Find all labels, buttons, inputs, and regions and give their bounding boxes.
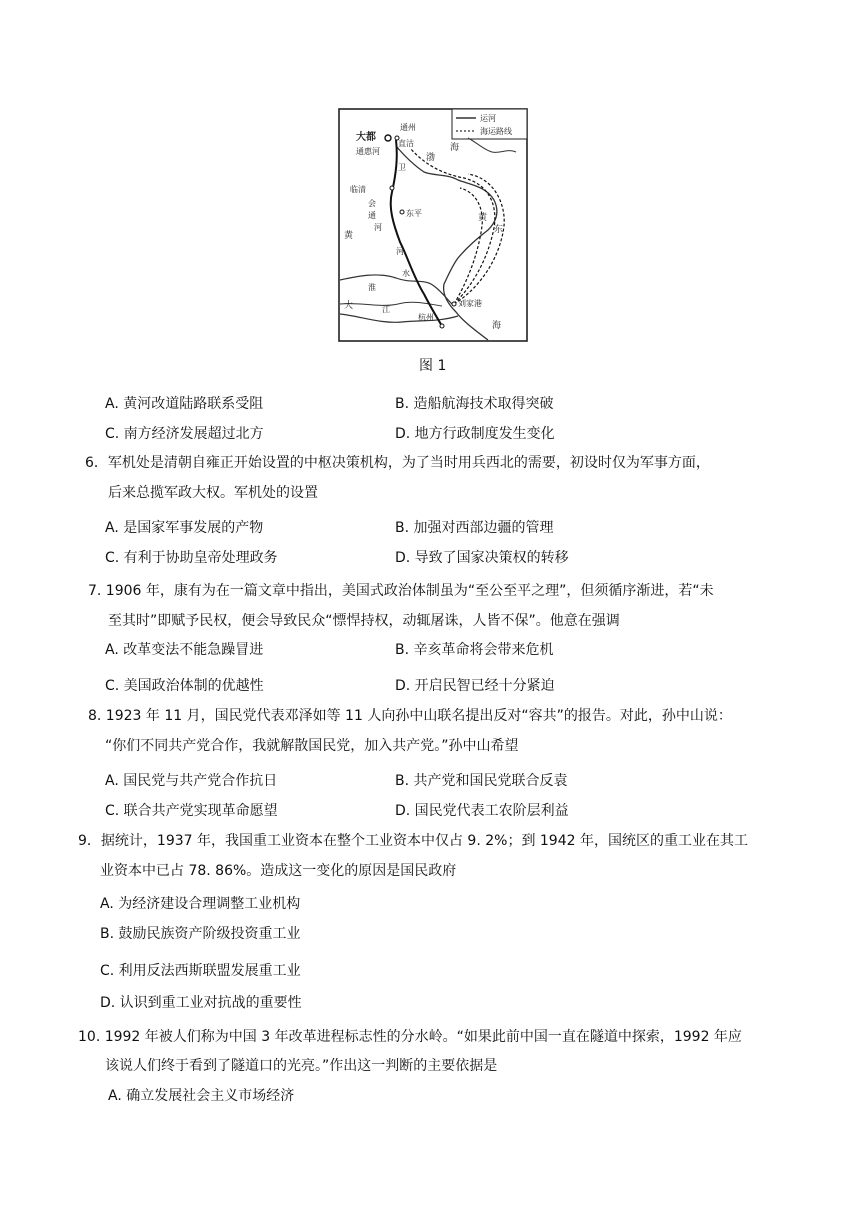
- figure-caption: 图 1: [419, 358, 447, 374]
- q6-option-a: A. 是国家军事发展的产物: [105, 520, 264, 536]
- label-huai: 淮: [368, 283, 376, 292]
- liujiagang-marker: [452, 302, 456, 306]
- label-huanghai: 黄: [478, 213, 488, 223]
- label-jiang: 江: [382, 305, 390, 314]
- map-figure: [338, 108, 528, 342]
- q5-option-a: A. 黄河改道陆路联系受阻: [105, 396, 264, 412]
- q6-stem-line1: 6．军机处是清朝自雍正开始设置的中枢决策机构，为了当时用兵西北的需要，初设时仅为军事方面，: [85, 455, 710, 471]
- label-wei: 卫: [398, 163, 406, 172]
- label-hangzhou: 杭州: [418, 313, 434, 322]
- q9-option-a: A. 为经济建设合理调整工业机构: [100, 896, 301, 912]
- q7-option-a: A. 改革变法不能急躁冒进: [105, 642, 264, 658]
- label-dong: 东: [494, 225, 504, 235]
- q8-option-c: C. 联合共产党实现革命愿望: [105, 803, 278, 819]
- q9-stem-line1: 9．据统计，1937 年，我国重工业资本在整个工业资本中仅占 9. 2%；到 1942 年，国统区的重工业在其工: [78, 833, 748, 849]
- q9-option-b: B. 鼓励民族资产阶级投资重工业: [100, 926, 301, 942]
- q8-option-a: A. 国民党与共产党合作抗日: [105, 773, 278, 789]
- label-hai-bottom: 海: [492, 321, 502, 331]
- q8-option-d: D. 国民党代表工农阶层利益: [395, 803, 569, 819]
- label-dongping: 东平: [406, 209, 422, 218]
- q7-stem-line2: 至其时”即赋予民权，便会导致民众“慓悍持权，动辄屠诛，人皆不保”。他意在强调: [108, 613, 620, 629]
- q6-option-b: B. 加强对西部边疆的管理: [395, 520, 554, 536]
- q5-option-d: D. 地方行政制度发生变化: [395, 426, 555, 442]
- legend-sea-label: 海运路线: [480, 127, 512, 136]
- q5-option-c: C. 南方经济发展超过北方: [105, 426, 264, 442]
- label-shui: 水: [402, 269, 410, 278]
- q9-stem-line2: 业资本中已占 78. 86%。造成这一变化的原因是国民政府: [100, 863, 457, 879]
- q10-option-a: A. 确立发展社会主义市场经济: [108, 1088, 295, 1104]
- dadu-marker: [385, 135, 391, 141]
- q7-option-d: D. 开启民智已经十分紧迫: [395, 678, 555, 694]
- q8-option-b: B. 共产党和国民党联合反袁: [395, 773, 568, 789]
- label-tong: 通: [368, 211, 376, 220]
- q6-option-c: C. 有利于协助皇帝处理政务: [105, 550, 278, 566]
- label-hai-top: 海: [450, 143, 460, 153]
- q6-option-d: D. 导致了国家决策权的转移: [395, 550, 569, 566]
- yuan-transport-map: [338, 108, 528, 342]
- label-dadu: 大都: [356, 132, 376, 143]
- q6-stem-line2: 后来总揽军政大权。军机处的设置: [108, 485, 318, 501]
- linqing-marker: [390, 186, 394, 190]
- q8-stem-line1: 8. 1923 年 11 月，国民党代表邓泽如等 11 人向孙中山联名提出反对“容共”的报告。对此，孙中山说：: [88, 708, 732, 724]
- label-tongzhou: 通州: [400, 123, 416, 132]
- label-liujiagang: 刘家港: [458, 299, 482, 308]
- label-he1: 河: [374, 223, 382, 232]
- label-huang: 黄: [344, 231, 354, 241]
- label-zhigu: 直沽: [398, 139, 414, 148]
- label-tonghuihe: 通惠河: [356, 147, 380, 156]
- dongping-marker: [400, 210, 404, 214]
- q9-option-d: D. 认识到重工业对抗战的重要性: [100, 995, 302, 1011]
- label-hui: 会: [368, 199, 376, 208]
- label-da: 大: [344, 301, 354, 311]
- q7-stem-line1: 7. 1906 年，康有为在一篇文章中指出，美国式政治体制虽为“至公至平之理”，但须循序渐进，若“未: [88, 583, 714, 599]
- legend-canal-label: 运河: [480, 114, 496, 123]
- hangzhou-marker: [440, 324, 444, 328]
- label-bo: 渤: [426, 153, 436, 163]
- label-he2: 河: [396, 247, 404, 256]
- q8-stem-line2: “你们不同共产党合作，我就解散国民党，加入共产党。”孙中山希望: [105, 738, 519, 754]
- q7-option-c: C. 美国政治体制的优越性: [105, 678, 264, 694]
- q7-option-b: B. 辛亥革命将会带来危机: [395, 642, 554, 658]
- q9-option-c: C. 利用反法西斯联盟发展重工业: [100, 963, 301, 979]
- q5-option-b: B. 造船航海技术取得突破: [395, 396, 554, 412]
- label-linqing: 临清: [350, 185, 366, 194]
- q10-stem-line2: 该说人们终于看到了隧道口的光亮。”作出这一判断的主要依据是: [105, 1058, 498, 1074]
- q10-stem-line1: 10. 1992 年被人们称为中国 3 年改革进程标志性的分水岭。“如果此前中国一直在隧道中探索，1992 年应: [78, 1029, 742, 1045]
